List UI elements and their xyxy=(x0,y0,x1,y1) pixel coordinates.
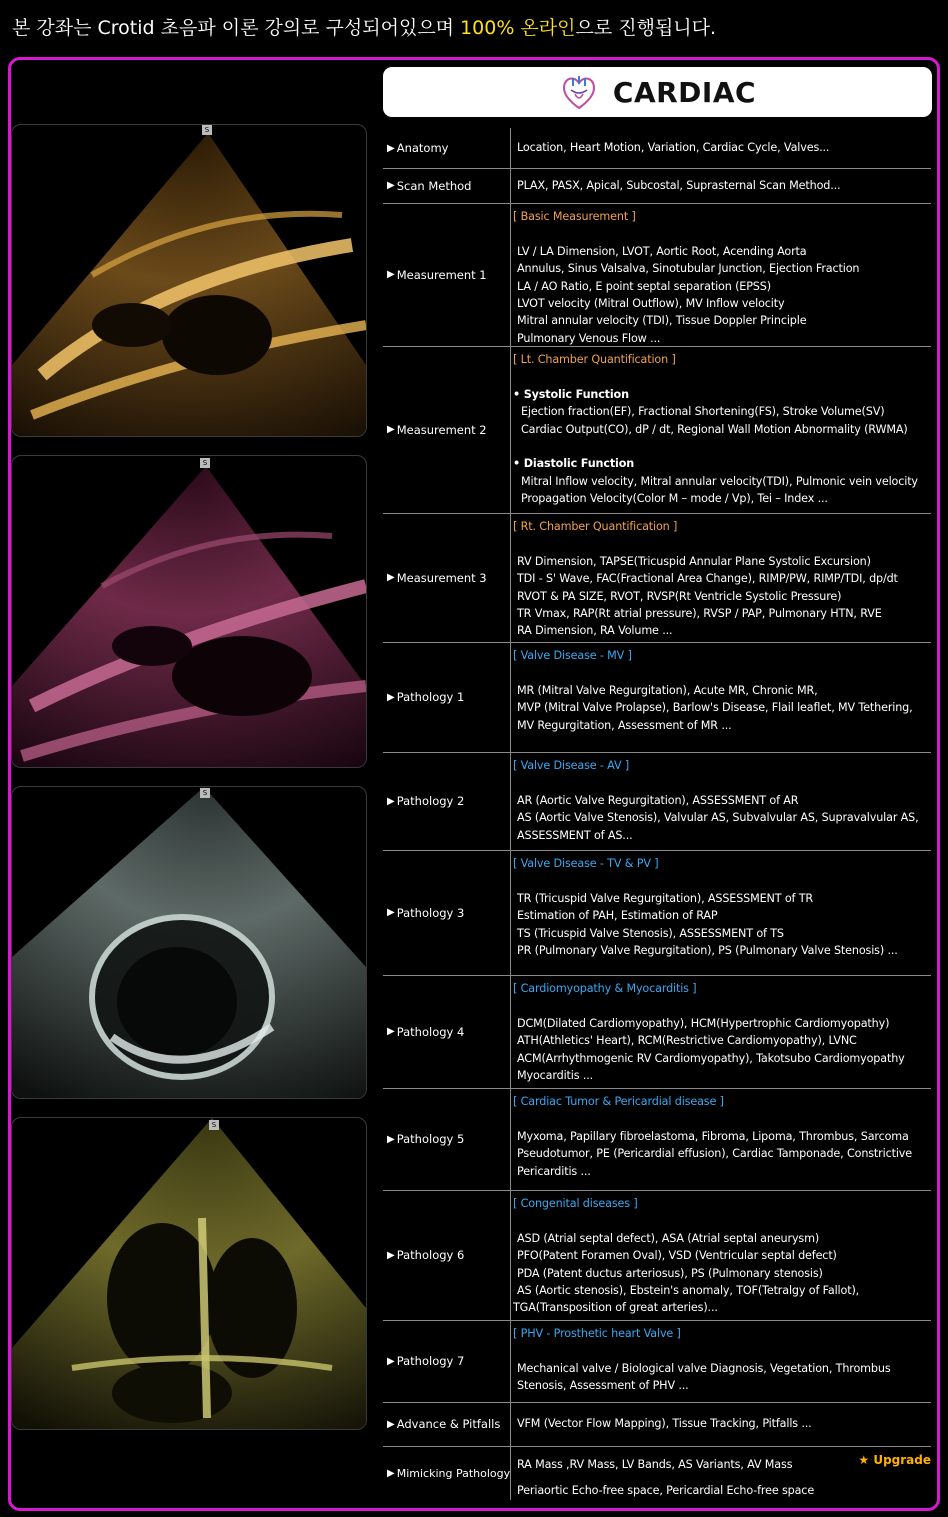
triangle-bullet-icon: ▶ xyxy=(387,142,395,154)
content-line: • Systolic Function xyxy=(513,387,629,401)
row-content xyxy=(517,128,929,168)
column-divider xyxy=(510,1190,511,1320)
row-label xyxy=(387,203,509,346)
column-divider xyxy=(510,1088,511,1190)
content-line: Pseudotumor, PE (Pericardial effusion), Cardiac Tamponade, Constrictive xyxy=(517,1147,912,1161)
content-line: AS (Aortic Valve Stenosis), Valvular AS, Subvalvular AS, Supravalvular AS, xyxy=(517,811,919,825)
content-line: TS (Tricuspid Valve Stenosis), ASSESSMENT of TS xyxy=(517,926,784,940)
row-label xyxy=(387,128,509,168)
content-line: Mechanical valve / Biological valve Diagnosis, Vegetation, Thrombus xyxy=(517,1361,891,1375)
curriculum-row xyxy=(383,1446,931,1500)
content-line xyxy=(517,872,929,889)
content-line: LVOT velocity (Mitral Outflow), MV Inflow velocity xyxy=(517,296,785,310)
triangle-bullet-icon: ▶ xyxy=(387,1249,395,1261)
curriculum-row xyxy=(383,850,931,976)
content-line: MR (Mitral Valve Regurgitation), Acute MR, Chronic MR, xyxy=(517,683,818,697)
echo-image-1 xyxy=(11,124,367,437)
row-label xyxy=(387,1402,509,1446)
badge-s: S xyxy=(209,1120,219,1130)
section-heading: [ Valve Disease - TV & PV ] xyxy=(513,857,659,870)
top-banner xyxy=(12,14,942,42)
echo-plax-magenta-image xyxy=(12,456,366,767)
triangle-bullet-icon: ▶ xyxy=(387,572,395,583)
row-label-text: Scan Method xyxy=(396,178,472,193)
column-divider xyxy=(510,128,511,168)
row-content xyxy=(513,1195,929,1317)
section-heading: [ Valve Disease - AV ] xyxy=(513,759,630,772)
echo-image-2 xyxy=(11,455,367,768)
row-label-text: Pathology 7 xyxy=(396,1354,465,1368)
content-line: RA Dimension, RA Volume ... xyxy=(517,624,673,638)
content-line xyxy=(517,368,929,385)
content-line xyxy=(517,535,929,552)
row-label-text: Anatomy xyxy=(396,141,449,155)
content-line: VFM (Vector Flow Mapping), Tissue Tracking, Pitfalls ... xyxy=(517,1417,812,1431)
row-label xyxy=(387,1320,509,1402)
curriculum-row xyxy=(383,1190,931,1321)
row-label-text: Measurement 1 xyxy=(396,267,487,282)
content-line: ATH(Athletics' Heart), RCM(Restrictive Cardiomyopathy), LVNC xyxy=(517,1034,857,1048)
content-line xyxy=(517,664,929,681)
curriculum-row xyxy=(383,975,931,1089)
content-line: Periaortic Echo-free space, Pericardial Echo-free space xyxy=(517,1484,815,1497)
content-line: PR (Pulmonary Valve Regurgitation), PS (Pulmonary Valve Stenosis) ... xyxy=(517,943,898,957)
content-line: • Diastolic Function xyxy=(513,457,635,471)
curriculum-row xyxy=(383,203,931,347)
echo-psax-gray-image xyxy=(12,787,366,1098)
section-heading: [ Valve Disease - MV ] xyxy=(513,649,632,662)
content-line: Myocarditis ... xyxy=(517,1068,594,1082)
row-content xyxy=(513,647,929,734)
curriculum-row xyxy=(383,1402,931,1447)
echo-apical-olive-image xyxy=(12,1118,366,1429)
curriculum-row xyxy=(383,513,931,643)
section-heading: [ Congenital diseases ] xyxy=(513,1197,638,1210)
triangle-bullet-icon: ▶ xyxy=(387,424,395,435)
content-line: AR (Aortic Valve Regurgitation), ASSESSMENT of AR xyxy=(517,793,799,807)
content-line xyxy=(517,997,929,1014)
section-heading: [ Cardiomyopathy & Myocarditis ] xyxy=(513,982,697,995)
content-line: PDA (Patent ductus arteriosus), PS (Pulmonary stenosis) xyxy=(517,1266,823,1280)
column-divider xyxy=(510,513,511,642)
column-divider xyxy=(510,850,511,975)
column-divider xyxy=(510,168,511,203)
section-heading: [ Lt. Chamber Quantification ] xyxy=(513,353,676,366)
triangle-bullet-icon: ▶ xyxy=(387,1026,395,1037)
content-line: LV / LA Dimension, LVOT, Aortic Root, Acending Aorta xyxy=(517,244,807,258)
triangle-bullet-icon: ▶ xyxy=(387,691,395,703)
banner-highlight: 100% 온라인 xyxy=(460,17,576,39)
section-heading: [ Cardiac Tumor & Pericardial disease ] xyxy=(513,1095,724,1108)
row-label xyxy=(387,346,509,513)
content-line: Propagation Velocity(Color M – mode / Vp), Tei – Index ... xyxy=(521,492,828,506)
column-divider xyxy=(510,1320,511,1402)
row-label-text: Pathology 6 xyxy=(396,1248,465,1262)
row-content xyxy=(513,1325,929,1395)
section-heading: [ Rt. Chamber Quantification ] xyxy=(513,520,678,533)
column-divider xyxy=(510,203,511,346)
content-line: RA Mass ,RV Mass, LV Bands, AS Variants, AV Mass xyxy=(517,1458,793,1471)
row-content xyxy=(513,757,929,844)
row-label xyxy=(387,642,509,752)
echo-image-4 xyxy=(11,1117,367,1430)
content-line: RV Dimension, TAPSE(Tricuspid Annular Plane Systolic Excursion) xyxy=(517,554,871,568)
triangle-bullet-icon: ▶ xyxy=(387,1418,395,1430)
row-content xyxy=(517,1402,929,1446)
content-line: TR (Tricuspid Valve Regurgitation), ASSESSMENT of TR xyxy=(517,891,814,905)
row-content xyxy=(513,980,929,1084)
content-line xyxy=(517,1212,929,1229)
content-line: PFO(Patent Foramen Oval), VSD (Ventricular septal defect) xyxy=(517,1249,837,1263)
curriculum-row xyxy=(383,168,931,204)
badge-s: S xyxy=(200,788,210,798)
row-label-text: Pathology 5 xyxy=(396,1132,465,1146)
curriculum-row xyxy=(383,642,931,753)
content-line: RVOT & PA SIZE, RVOT, RVSP(Rt Ventricle Systolic Pressure) xyxy=(517,589,842,603)
column-divider xyxy=(510,752,511,850)
row-label-text: Pathology 1 xyxy=(396,690,465,704)
content-line: MV Regurgitation, Assessment of MR ... xyxy=(517,718,732,732)
row-label xyxy=(387,850,509,975)
triangle-bullet-icon: ▶ xyxy=(387,1467,395,1479)
content-line: TGA(Transposition of great arteries)... xyxy=(513,1301,718,1315)
content-line: TDI - S' Wave, FAC(Fractional Area Change), RIMP/PW, RIMP/TDI, dp/dt xyxy=(517,572,898,586)
row-label xyxy=(387,1446,509,1500)
section-title-box xyxy=(383,67,932,117)
curriculum-row xyxy=(383,1320,931,1403)
echo-image-3 xyxy=(11,786,367,1099)
content-line: Myxoma, Papillary fibroelastoma, Fibroma, Lipoma, Thrombus, Sarcoma xyxy=(517,1129,909,1143)
row-content xyxy=(513,1093,929,1180)
content-line: Mitral Inflow velocity, Mitral annular velocity(TDI), Pulmonic vein velocity xyxy=(521,474,918,488)
content-line xyxy=(517,1110,929,1127)
section-heading: [ PHV - Prosthetic heart Valve ] xyxy=(513,1327,681,1340)
triangle-bullet-icon: ▶ xyxy=(387,269,395,280)
content-line: MVP (Mitral Valve Prolapse), Barlow's Disease, Flail leaflet, MV Tethering, xyxy=(517,701,913,715)
row-label-text: Mimicking Pathology xyxy=(396,1466,511,1480)
content-line xyxy=(517,1342,929,1359)
badge-s: S xyxy=(200,458,210,468)
curriculum-row xyxy=(383,346,931,514)
column-divider xyxy=(510,975,511,1088)
row-content xyxy=(513,351,929,508)
curriculum-row xyxy=(383,128,931,169)
row-label xyxy=(387,975,509,1088)
content-line: Annulus, Sinus Valsalva, Sinotubular Junction, Ejection Fraction xyxy=(517,262,860,276)
content-line: ASD (Atrial septal defect), ASA (Atrial septal aneurysm) xyxy=(517,1231,820,1245)
row-label-text: Pathology 3 xyxy=(396,905,465,920)
row-label xyxy=(387,513,509,642)
column-divider xyxy=(510,1402,511,1446)
triangle-bullet-icon: ▶ xyxy=(387,1133,395,1145)
content-line: Pericarditis ... xyxy=(517,1164,591,1178)
row-content xyxy=(513,855,929,959)
column-divider xyxy=(510,346,511,513)
row-content xyxy=(517,168,929,203)
column-divider xyxy=(510,642,511,752)
heart-icon xyxy=(559,72,599,112)
banner-prefix: 본 강좌는 Crotid 초음파 이론 강의로 구성되어있으며 xyxy=(12,17,461,39)
content-line: DCM(Dilated Cardiomyopathy), HCM(Hypertrophic Cardiomyopathy) xyxy=(517,1016,890,1030)
row-label-text: Pathology 4 xyxy=(396,1024,465,1039)
row-label xyxy=(387,752,509,850)
column-divider xyxy=(510,1446,511,1500)
row-label xyxy=(387,168,509,203)
content-line: Cardiac Output(CO), dP / dt, Regional Wall Motion Abnormality (RWMA) xyxy=(521,422,908,436)
section-title: CARDIAC xyxy=(612,75,757,109)
content-line: ACM(Arrhythmogenic RV Cardiomyopathy), Takotsubo Cardiomyopathy xyxy=(517,1051,905,1065)
triangle-bullet-icon: ▶ xyxy=(387,1355,395,1367)
badge-s: S xyxy=(202,125,212,135)
content-line: PLAX, PASX, Apical, Subcostal, Suprasternal Scan Method... xyxy=(517,178,841,192)
content-line: Location, Heart Motion, Variation, Cardiac Cycle, Valves... xyxy=(517,141,830,155)
row-label-text: Measurement 3 xyxy=(396,570,487,585)
content-line: LA / AO Ratio, E point septal separation (EPSS) xyxy=(517,279,771,293)
content-line: Estimation of PAH, Estimation of RAP xyxy=(517,909,718,923)
row-content xyxy=(513,208,929,347)
row-label-text: Pathology 2 xyxy=(396,794,465,808)
content-line: Pulmonary Venous Flow ... xyxy=(517,331,661,345)
content-line xyxy=(517,225,929,242)
row-label xyxy=(387,1088,509,1190)
row-label xyxy=(387,1190,509,1320)
section-heading: [ Basic Measurement ] xyxy=(513,210,636,223)
row-label-text: Measurement 2 xyxy=(396,422,487,437)
content-line: TR Vmax, RAP(Rt atrial pressure), RVSP / PAP, Pulmonary HTN, RVE xyxy=(517,606,882,620)
content-line: AS (Aortic stenosis), Ebstein's anomaly, TOF(Tetralgy of Fallot), xyxy=(517,1283,860,1297)
triangle-bullet-icon: ▶ xyxy=(387,907,395,918)
triangle-bullet-icon: ▶ xyxy=(387,795,395,807)
curriculum-row xyxy=(383,752,931,851)
content-line: Ejection fraction(EF), Fractional Shortening(FS), Stroke Volume(SV) xyxy=(521,405,885,419)
content-line: Mitral annular velocity (TDI), Tissue Doppler Principle xyxy=(517,314,807,328)
content-line: Stenosis, Assessment of PHV ... xyxy=(517,1379,689,1393)
curriculum-row xyxy=(383,1088,931,1191)
content-line xyxy=(517,774,929,791)
triangle-bullet-icon: ▶ xyxy=(387,180,395,191)
upgrade-badge: ★ Upgrade xyxy=(858,1453,931,1467)
row-label-text: Advance & Pitfalls xyxy=(396,1417,501,1431)
content-line xyxy=(517,438,929,455)
echo-plax-gold-image xyxy=(12,125,366,436)
content-line: ASSESSMENT of AS... xyxy=(517,828,633,842)
row-content xyxy=(513,518,929,640)
banner-suffix: 으로 진행됩니다. xyxy=(575,17,717,39)
